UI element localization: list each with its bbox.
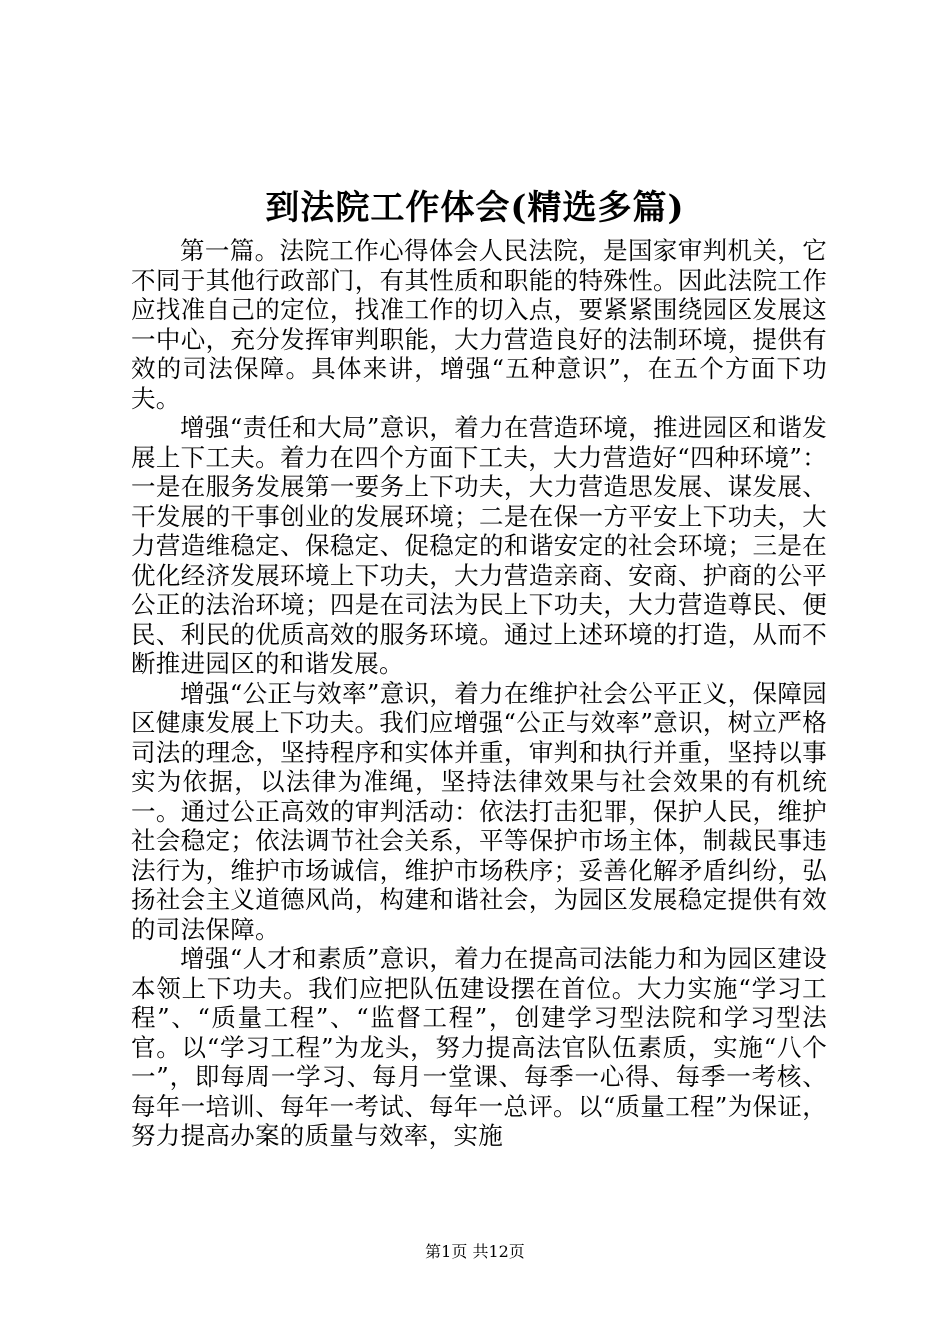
document-title: 到法院工作体会(精选多篇): [265, 188, 685, 228]
paragraph-3: 增强“公正与效率”意识，着力在维护社会公平正义，保障园区健康发展上下功夫。我们应增强“公正与效率”意识，树立严格司法的理念，坚持程序和实体并重，审判和执行并重，坚持以事实为依据，以法律为准绳，坚持法律效果与社会效果的有机统一。通过公正高效的审判活动：依法打击犯罪，保护人民，维护社会稳定；依法调节社会关系，平等保护市场主体，制裁民事违法行为，维护市场诚信，维护市场秩序；妥善化解矛盾纠纷，弘扬社会主义道德风尚，构建和谐社会，为园区发展稳定提供有效的司法保障。: [131, 678, 827, 944]
paragraph-2: 增强“责任和大局”意识，着力在营造环境，推进园区和谐发展上下工夫。着力在四个方面下工夫，大力营造好“四种环境”：一是在服务发展第一要务上下功夫，大力营造思发展、谋发展、干发展的干事创业的发展环境；二是在保一方平安上下功夫，大力营造维稳定、保稳定、促稳定的和谐安定的社会环境；三是在优化经济发展环境上下功夫，大力营造亲商、安商、护商的公平公正的法治环境；四是在司法为民上下功夫，大力营造尊民、便民、利民的优质高效的服务环境。通过上述环境的打造，从而不断推进园区的和谐发展。: [131, 413, 827, 678]
paragraph-1: 第一篇。法院工作心得体会人民法院，是国家审判机关，它不同于其他行政部门，有其性质和职能的特殊性。因此法院工作应找准自己的定位，找准工作的切入点，要紧紧围绕园区发展这一中心，充分发挥审判职能，大力营造良好的法制环境，提供有效的司法保障。具体来讲，增强“五种意识”，在五个方面下功夫。: [131, 236, 827, 413]
document-body: [131, 236, 827, 1151]
page-number-footer: 第1页 共12页: [425, 1242, 525, 1261]
paragraph-4: 增强“人才和素质”意识，着力在提高司法能力和为园区建设本领上下功夫。我们应把队伍建设摆在首位。大力实施“学习工程”、“质量工程”、“监督工程”，创建学习型法院和学习型法官。以“学习工程”为龙头，努力提高法官队伍素质，实施“八个一”，即每周一学习、每月一堂课、每季一心得、每季一考核、每年一培训、每年一考试、每年一总评。以“质量工程”为保证，努力提高办案的质量与效率，实施: [131, 944, 827, 1150]
